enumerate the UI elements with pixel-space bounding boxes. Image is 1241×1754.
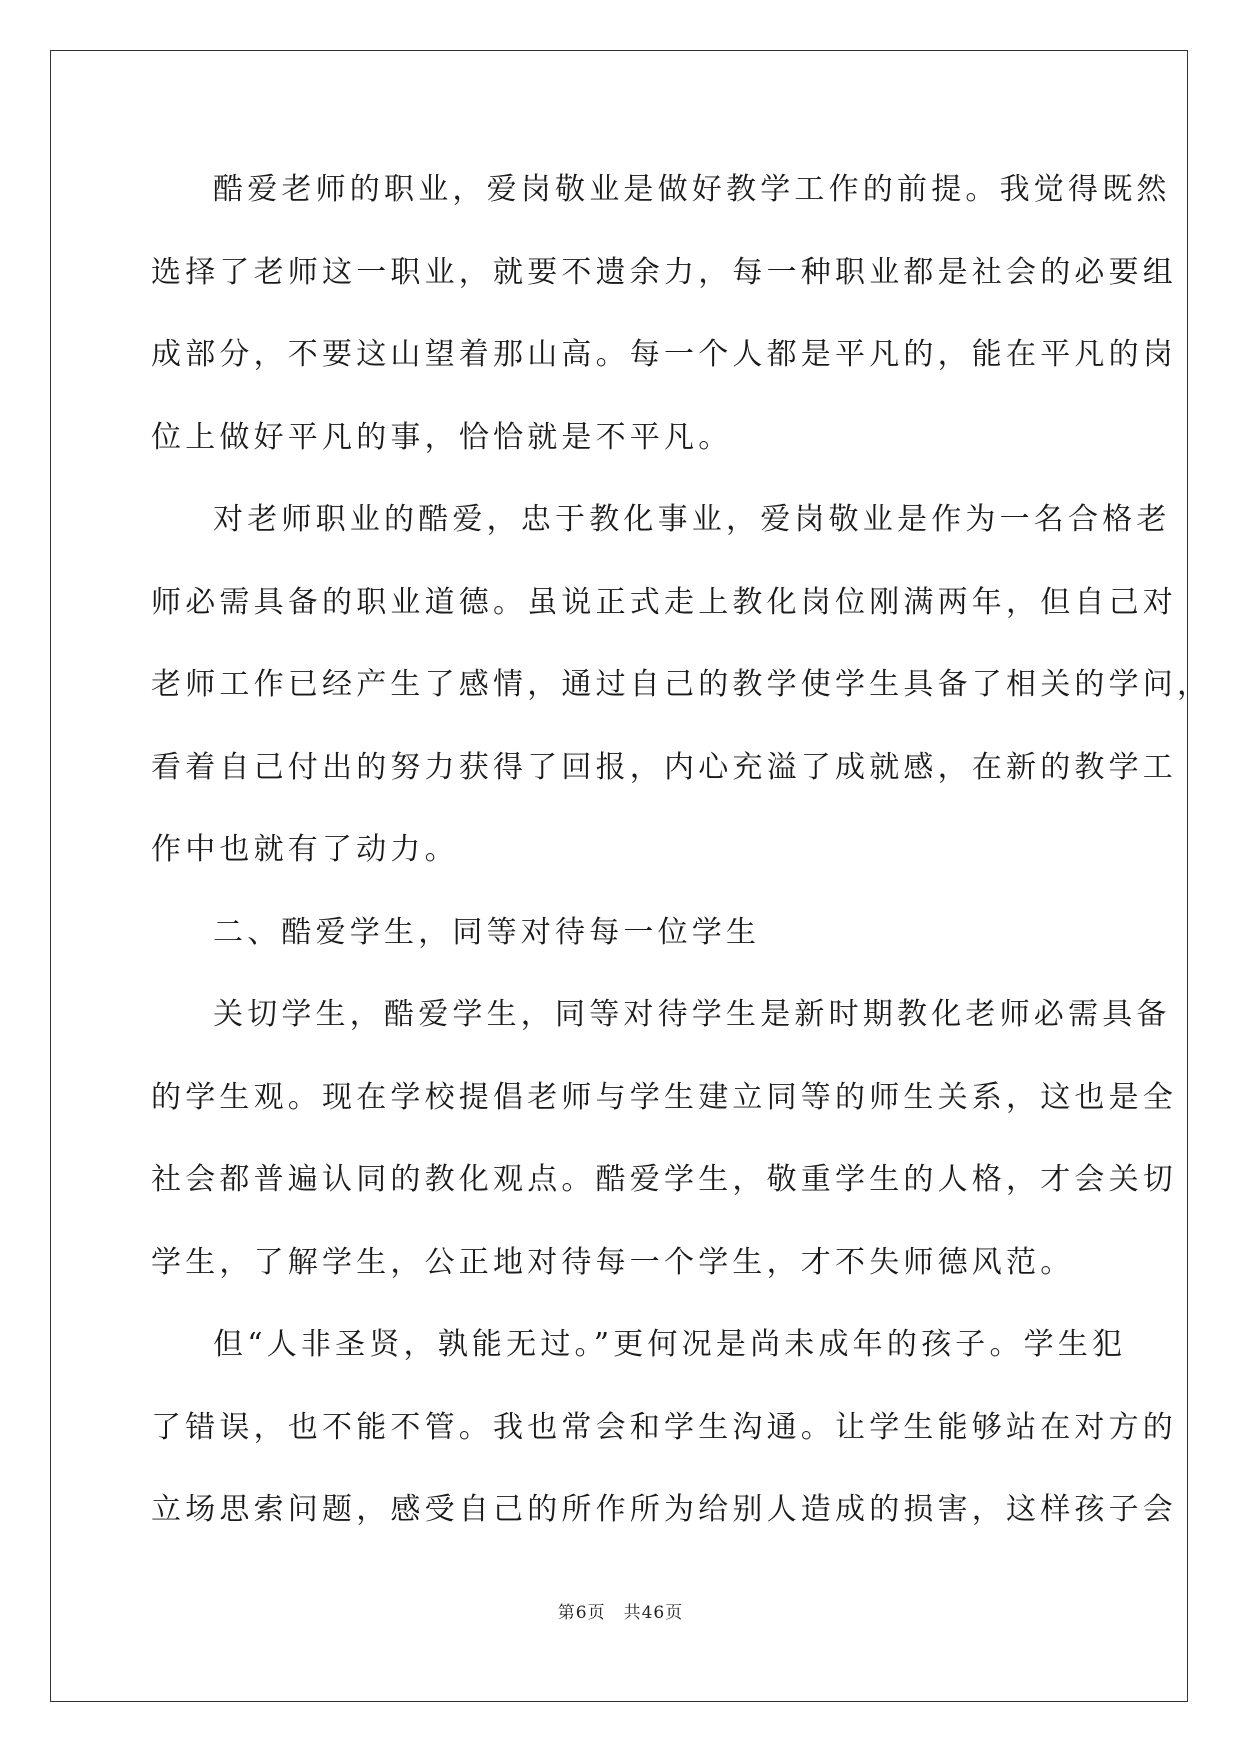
paragraph-line: 学生，了解学生，公正地对待每一个学生，才不失师德风范。 <box>151 1244 1075 1280</box>
paragraph-line: 社会都普遍认同的教化观点。酷爱学生，敬重学生的人格，才会关切 <box>151 1162 1177 1197</box>
paragraph-line: 但“人非圣贤，孰能无过。”更何况是尚未成年的孩子。学生犯 <box>213 1327 1127 1362</box>
paragraph-line: 作中也就有了动力。 <box>151 832 459 867</box>
paragraph-line: 立场思索问题，感受自己的所作所为给别人造成的损害，这样孩子会 <box>151 1492 1177 1527</box>
paragraph-line: 老师工作已经产生了感情，通过自己的教学使学生具备了相关的学问， <box>151 667 1212 702</box>
paragraph-line: 看着自己付出的努力获得了回报，内心充溢了成就感，在新的教学工 <box>151 749 1177 785</box>
page-number-footer: 第6页 共46页 <box>557 1603 684 1623</box>
paragraph-line: 对老师职业的酷爱，忠于教化事业，爱岗敬业是作为一名合格老 <box>213 502 1171 537</box>
paragraph-line: 的学生观。现在学校提倡老师与学生建立同等的师生关系，这也是全 <box>151 1079 1177 1115</box>
paragraph-line: 师必需具备的职业道德。虽说正式走上教化岗位刚满两年，但自己对 <box>151 584 1177 620</box>
section-heading: 二、酷爱学生，同等对待每一位学生 <box>213 914 761 950</box>
paragraph-line: 选择了老师这一职业，就要不遗余力，每一种职业都是社会的必要组 <box>151 254 1177 290</box>
paragraph-line: 成部分，不要这山望着那山高。每一个人都是平凡的，能在平凡的岗 <box>151 337 1177 372</box>
document-body <box>151 164 1212 1567</box>
paragraph-line: 位上做好平凡的事，恰恰就是不平凡。 <box>151 419 733 455</box>
paragraph-line: 酷爱老师的职业，爱岗敬业是做好教学工作的前提。我觉得既然 <box>213 172 1171 207</box>
paragraph-line: 了错误，也不能不管。我也常会和学生沟通。让学生能够站在对方的 <box>151 1409 1177 1445</box>
paragraph-line: 关切学生，酷爱学生，同等对待学生是新时期教化老师必需具备 <box>213 997 1171 1032</box>
